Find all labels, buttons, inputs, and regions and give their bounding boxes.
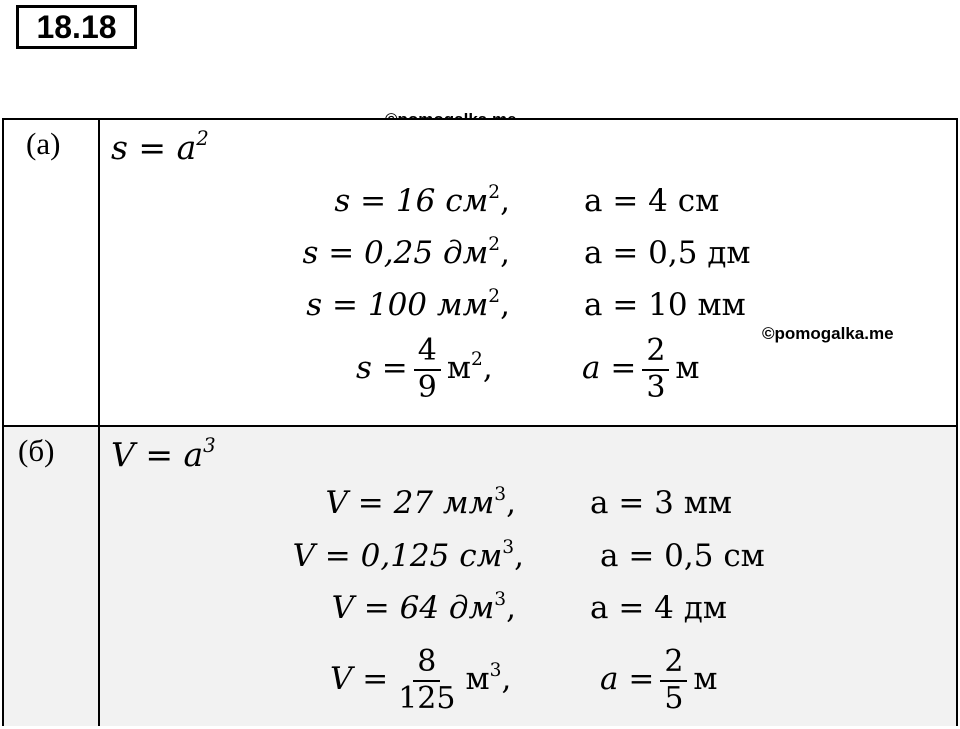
column-divider <box>98 427 100 726</box>
part-a-line-4-lhs: s = $\frac{4}{9}$ $м^2$, <box>356 333 493 405</box>
part-a-line-2-rhs: a = 0,5 дм <box>584 235 751 271</box>
part-b-line-1-rhs: a = 3 мм <box>590 485 732 521</box>
problem-number-box <box>16 5 137 49</box>
part-a-line-3-rhs: a = 10 мм <box>584 287 746 323</box>
part-a-label: (а) <box>26 126 61 161</box>
column-divider <box>98 120 100 425</box>
fraction: $\frac{2}{3}$ <box>642 334 669 405</box>
part-a-line-4-rhs: a = $\frac{2}{3}$ м <box>582 333 700 405</box>
solution-table <box>2 118 958 726</box>
watermark-right: ©pomogalka.me <box>762 324 894 343</box>
part-b-line-4-rhs: a = $\frac{2}{5}$ м <box>600 644 718 716</box>
part-a-line-1-rhs: a = 4 см <box>584 183 720 219</box>
fraction: $\frac{8}{125}$ <box>398 644 456 716</box>
part-b-line-2-lhs: V = 0,125 $см^3$, <box>292 536 524 574</box>
part-a-line-3-lhs: s = 100 $мм^2$, <box>306 285 510 323</box>
part-a-line-2-lhs: s = 0,25 $дм^2$, <box>302 233 510 271</box>
part-a-line-1-lhs: s = 16 $см^2$, <box>334 181 510 219</box>
fraction: $\frac{2}{5}$ <box>660 645 687 716</box>
part-b-line-3-rhs: a = 4 дм <box>590 590 727 626</box>
part-a-formula: $s = a^2$ <box>111 127 209 167</box>
part-a-row <box>4 120 956 425</box>
part-b-line-1-lhs: V = 27 $мм^3$, <box>325 483 516 521</box>
part-b-line-3-lhs: V = 64 $дм^3$, <box>331 588 516 626</box>
part-b-line-4-lhs: V = $\frac{8}{125}$ $м^3$, <box>330 644 512 716</box>
part-b-formula: $V = a^3$ <box>111 434 216 474</box>
part-b-label: (б) <box>18 433 55 468</box>
problem-number: 18.18 <box>36 8 117 45</box>
fraction: $\frac{4}{9}$ <box>414 334 441 405</box>
part-b-row <box>4 425 956 726</box>
part-b-line-2-rhs: a = 0,5 см <box>600 538 765 574</box>
